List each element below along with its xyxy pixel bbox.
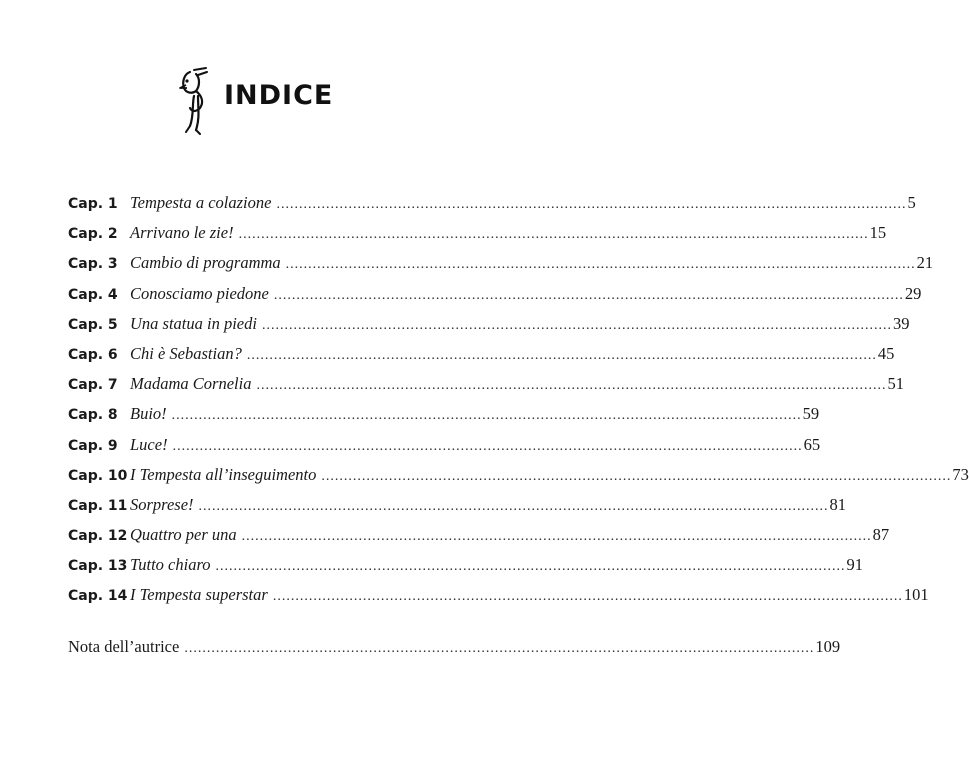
index-header xyxy=(176,66,356,136)
chapter-number: Cap. 10 xyxy=(68,467,128,484)
chapter-title: Luce! xyxy=(130,434,168,454)
chapter-page: 101 xyxy=(903,585,929,605)
chapter-title: Quattro per una xyxy=(130,525,237,545)
chapter-number: Cap. 7 xyxy=(68,377,118,394)
leader-dots: ............................................................................................................................................ xyxy=(241,529,872,545)
toc-row xyxy=(68,404,820,434)
chapter-page: 21 xyxy=(916,253,934,273)
chapter-title: I Tempesta superstar xyxy=(130,585,268,605)
toc-row xyxy=(68,434,821,465)
chapter-number: Cap. 1 xyxy=(68,196,118,212)
leader-dots: ............................................................................................................................................ xyxy=(184,641,815,656)
chapter-page: 91 xyxy=(846,555,864,575)
chapter-title: Sorprese! xyxy=(130,494,194,514)
chapter-title: Una statua in piedi xyxy=(130,313,257,333)
chapter-title: Tutto chiaro xyxy=(130,555,211,575)
leader-dots: ............................................................................................................................................ xyxy=(272,589,903,605)
chapter-title: Arrivano le zie! xyxy=(130,223,234,243)
chapter-title: I Tempesta all’inseguimento xyxy=(130,464,317,484)
leader-dots: ............................................................................................................................................ xyxy=(238,227,869,243)
toc-row xyxy=(68,223,887,253)
leader-dots: ............................................................................................................................................ xyxy=(246,347,877,363)
chapter-page: 81 xyxy=(829,494,847,514)
leader-dots: ............................................................................................................................................ xyxy=(261,317,892,333)
chapter-page: 15 xyxy=(869,223,887,243)
toc-row xyxy=(68,193,916,223)
toc-row xyxy=(68,555,864,585)
toc-row xyxy=(68,313,910,344)
chapter-number: Cap. 8 xyxy=(68,407,118,424)
chapter-page: 59 xyxy=(802,404,820,424)
chapter-page: 29 xyxy=(904,283,922,303)
chapter-page: 87 xyxy=(872,525,890,545)
leader-dots: ............................................................................................................................................ xyxy=(273,287,904,303)
leader-dots: ............................................................................................................................................ xyxy=(198,498,829,514)
author-note-entry xyxy=(68,637,841,667)
leader-dots: ............................................................................................................................................ xyxy=(321,468,952,484)
chapter-title: Madama Cornelia xyxy=(130,374,252,394)
chapter-number: Cap. 4 xyxy=(68,286,118,303)
chapter-number: Cap. 11 xyxy=(68,497,128,514)
chapter-page: 5 xyxy=(907,193,916,212)
toc-row xyxy=(68,494,847,525)
chapter-number: Cap. 13 xyxy=(68,558,128,575)
toc-row xyxy=(68,374,904,404)
chapter-number: Cap. 14 xyxy=(68,588,128,605)
chapter-title: Buio! xyxy=(130,404,167,424)
toc-row xyxy=(68,525,890,555)
chapter-number: Cap. 2 xyxy=(68,226,118,243)
toc-row xyxy=(68,283,922,314)
leader-dots: ............................................................................................................................................ xyxy=(285,257,916,273)
leader-dots: ............................................................................................................................................ xyxy=(215,559,846,575)
chapter-page: 51 xyxy=(887,374,904,394)
chapter-number: Cap. 6 xyxy=(68,346,118,363)
toc-row xyxy=(68,343,895,374)
chapter-title: Conosciamo piedone xyxy=(130,283,269,303)
leader-dots: ............................................................................................................................................ xyxy=(256,378,887,394)
chapter-number: Cap. 5 xyxy=(68,316,118,333)
chapter-page: 73 xyxy=(952,464,969,484)
note-title: Nota dell’autrice xyxy=(68,637,180,656)
chapter-title: Tempesta a colazione xyxy=(130,193,272,212)
page-title: INDICE xyxy=(224,80,334,111)
table-of-contents xyxy=(68,193,969,616)
chapter-number: Cap. 12 xyxy=(68,528,128,545)
note-page: 109 xyxy=(815,637,841,656)
toc-row xyxy=(68,464,969,495)
toc-row xyxy=(68,585,929,615)
toc-row xyxy=(68,253,934,283)
leader-dots: ............................................................................................................................................ xyxy=(171,408,802,424)
chapter-page: 39 xyxy=(892,313,910,333)
leader-dots: ............................................................................................................................................ xyxy=(276,197,907,212)
bird-doodle-icon xyxy=(176,66,216,136)
chapter-page: 65 xyxy=(803,434,821,454)
leader-dots: ............................................................................................................................................ xyxy=(172,438,803,454)
chapter-number: Cap. 9 xyxy=(68,437,118,454)
chapter-number: Cap. 3 xyxy=(68,256,118,273)
chapter-title: Chi è Sebastian? xyxy=(130,343,242,363)
chapter-page: 45 xyxy=(877,343,895,363)
chapter-title: Cambio di programma xyxy=(130,253,281,273)
